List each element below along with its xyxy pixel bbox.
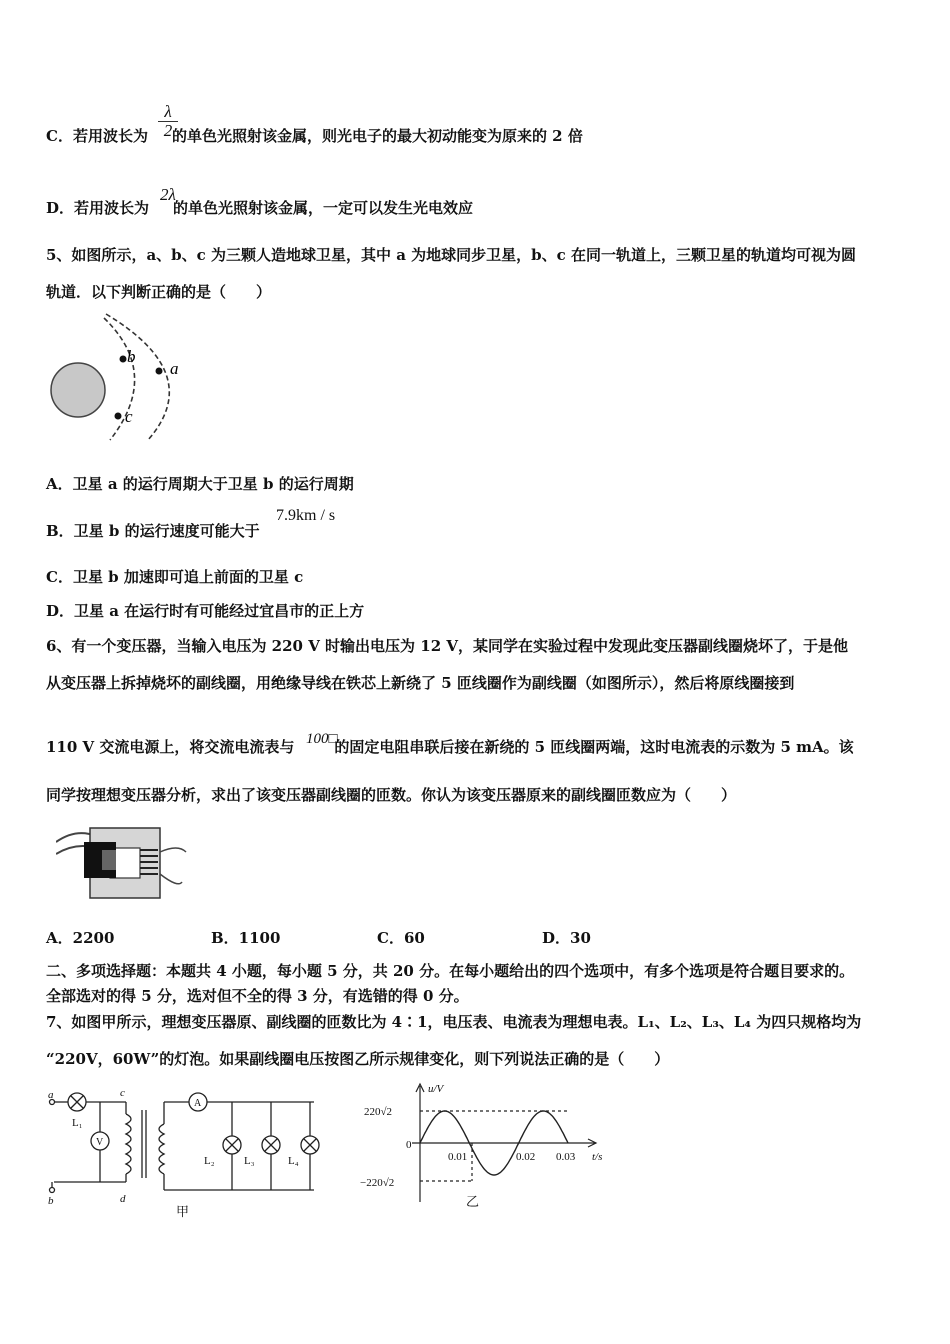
label-a-meter: A (194, 1098, 202, 1109)
q5-satellite-figure (44, 312, 204, 447)
q6-option-b: B．1100 (211, 929, 281, 947)
q6-option-c: C．60 (377, 929, 425, 947)
y-axis-label: u/V (428, 1083, 444, 1095)
terminal-b-dot (50, 1188, 55, 1193)
q4-c-fraction: $\frac{\lambda}{2}$ (158, 103, 178, 140)
satellite-a-dot (156, 368, 163, 375)
label-l2: L₂ (204, 1155, 215, 1167)
q7-voltage-graph (356, 1080, 616, 1210)
satellite-b-dot (120, 356, 127, 363)
q5-option-b: B．卫星 b 的运行速度可能大于 (46, 522, 260, 540)
q5-option-d: D．卫星 a 在运行时有可能经过宜昌市的正上方 (46, 602, 365, 620)
label-b: b (48, 1195, 54, 1207)
q6-stem-line4: 同学按理想变压器分析，求出了该变压器副线圈的匝数。你认为该变压器原来的副线圈匝数应为（ ） (46, 786, 737, 804)
q6-stem-line2: 从变压器上拆掉烧坏的副线圈，用绝缘导线在铁芯上新绕了 5 匝线圈作为副线圈（如图所示），然后将原线圈接到 (46, 674, 795, 692)
x-tick-001: 0.01 (448, 1151, 468, 1163)
coil-shade (102, 850, 116, 870)
q4-d-math: 2λ (160, 185, 176, 204)
y-bottom-label: −220√2 (360, 1177, 395, 1189)
q4-option-c: C．若用波长为 的单色光照射该金属，则光电子的最大初动能变为原来的 2 倍 (46, 127, 583, 145)
q6-transformer-figure (56, 822, 188, 906)
q7-stem-line2: “220V，60W”的灯泡。如果副线圈电压按图乙所示规律变化，则下列说法正确的是（ ） (46, 1050, 670, 1068)
q6-resistor-math: 100□ (306, 731, 338, 747)
q4-option-d: D．若用波长为 的单色光照射该金属，一定可以发生光电效应 (46, 199, 474, 217)
section2-line2: 全部选对的得 5 分，选对但不全的得 3 分，有选错的得 0 分。 (46, 987, 469, 1005)
label-l3: L₃ (244, 1155, 255, 1167)
label-l4: L₄ (288, 1155, 299, 1167)
earth-circle (51, 363, 105, 417)
satellite-c-dot (115, 413, 122, 420)
label-d: d (120, 1193, 126, 1205)
label-c: c (120, 1087, 125, 1099)
q5-stem-line1: 5、如图所示，a、b、c 为三颗人造地球卫星，其中 a 为地球同步卫星，b、c 在同一轨道上，三颗卫星的轨道均可视为圆 (46, 246, 857, 264)
label-a: a (48, 1089, 54, 1101)
q6-option-d: D．30 (542, 929, 591, 947)
q5-option-a: A．卫星 a 的运行周期大于卫星 b 的运行周期 (46, 475, 354, 493)
caption-jia: 甲 (176, 1204, 190, 1219)
q5-option-c: C．卫星 b 加速即可追上前面的卫星 c (46, 568, 304, 586)
y-zero-label: 0 (406, 1139, 412, 1151)
q5-stem-line2: 轨道．以下判断正确的是（ ） (46, 283, 272, 301)
caption-yi: 乙 (466, 1194, 480, 1209)
q6-stem-line1: 6、有一个变压器，当输入电压为 220 V 时输出电压为 12 V，某同学在实验过程中发现此变压器副线圈烧坏了，于是他 (46, 637, 849, 655)
label-v: V (96, 1137, 104, 1148)
orbit-a (106, 314, 169, 440)
q7-stem-line1: 7、如图甲所示，理想变压器原、副线圈的匝数比为 4∶1，电压表、电流表为理想电表。L₁、L₂、L₃、L₄ 为四只规格均为 (46, 1013, 862, 1031)
label-b: b (127, 347, 136, 366)
y-top-label: 220√2 (364, 1106, 393, 1118)
x-tick-003: 0.03 (556, 1151, 576, 1163)
q5-b-math: 7.9km / s (276, 507, 336, 524)
q6-stem-line3: 110 V 交流电源上，将交流电流表与 的固定电阻串联后接在新绕的 5 匝线圈两端，这时电流表的示数为 5 mA。该 (46, 738, 854, 756)
label-a: a (170, 359, 179, 378)
primary-coil (126, 1114, 131, 1174)
label-c: c (125, 407, 133, 426)
x-tick-002: 0.02 (516, 1151, 536, 1163)
secondary-coil (159, 1124, 164, 1174)
q7-circuit-figure (44, 1082, 334, 1222)
x-axis-label: t/s (592, 1151, 603, 1163)
wire-right-top (160, 848, 186, 852)
section2-line1: 二、多项选择题：本题共 4 小题，每小题 5 分，共 20 分。在每小题给出的四个选项中，有多个选项是符合题目要求的。 (46, 962, 855, 980)
label-l1: L₁ (72, 1117, 83, 1129)
q6-option-a: A．2200 (46, 929, 115, 947)
wire-right-bottom (160, 874, 182, 884)
